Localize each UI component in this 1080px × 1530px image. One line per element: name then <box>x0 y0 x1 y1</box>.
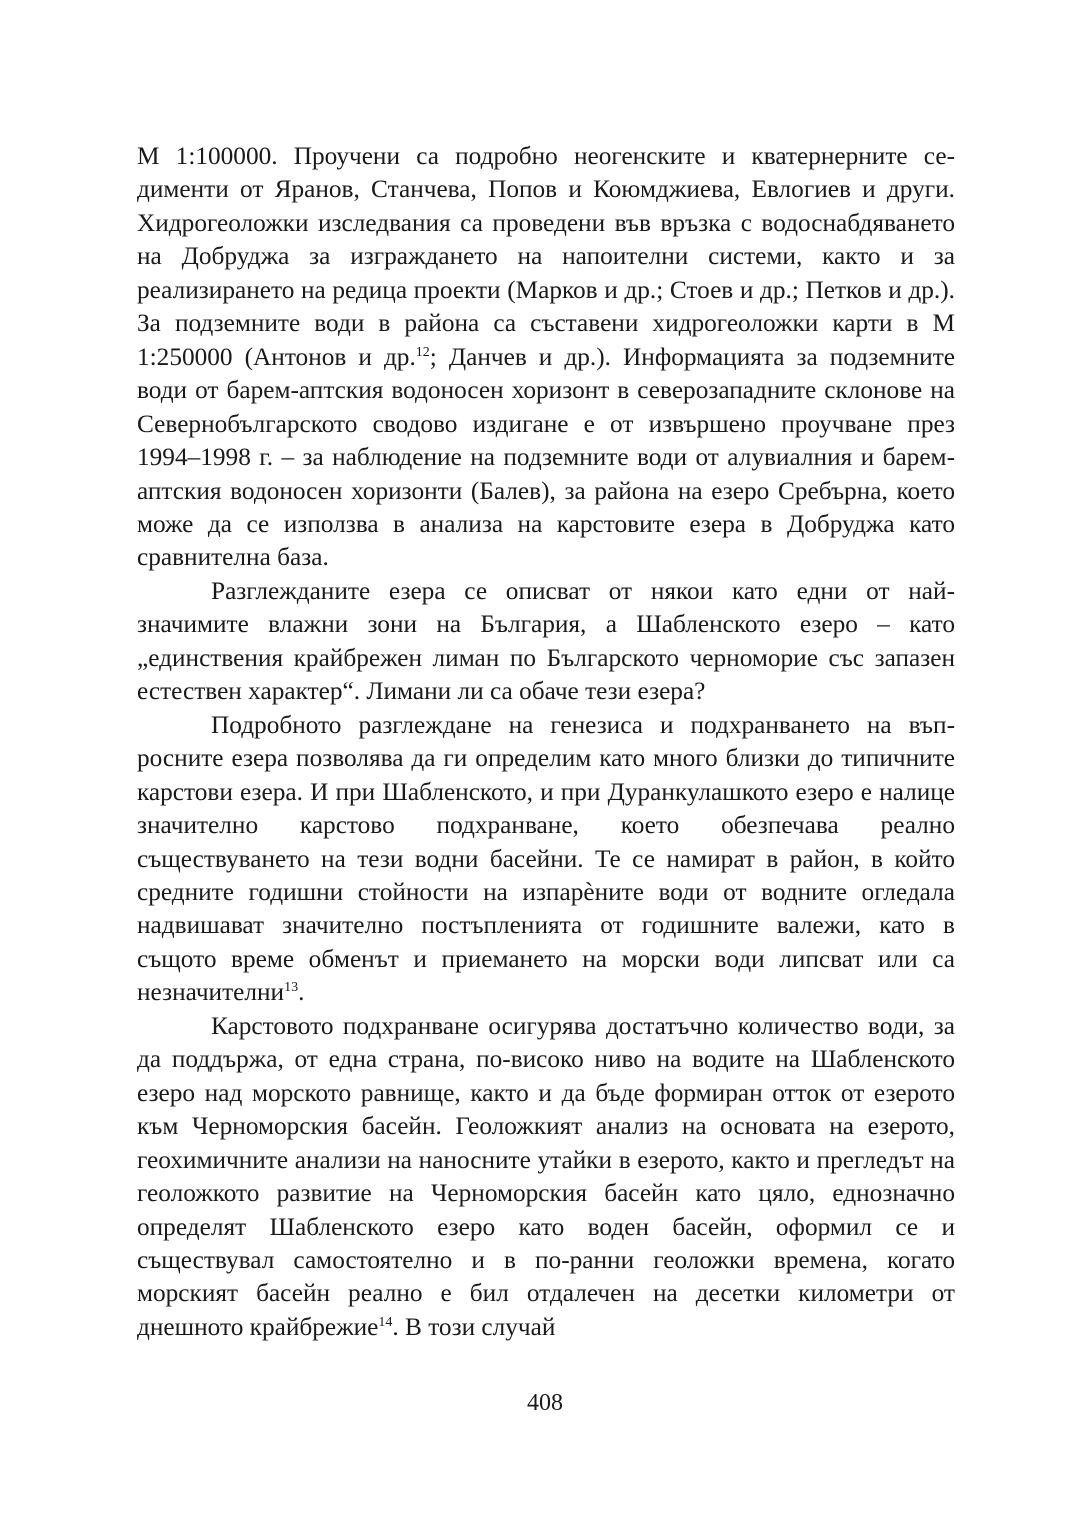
footnote-ref-12[interactable]: 12 <box>415 344 430 360</box>
paragraph-3 <box>137 709 955 1010</box>
footnote-ref-13[interactable]: 13 <box>284 980 299 996</box>
text-segment: Подробното разглеждане на генезиса и подхранването на въпросните езера позволява да ги определим като много близки до типичните карстови езера. И при Шабленското, и при Дуранкулашкото езеро е налице значително карстово подхранване, което обезпечава реално съществуването на тези водни басейни. Те се намират в район, в който средните годишни стойности на изпарѐните води от водните огледала надвишават значително постъпленията от годишните валежи, като в същото време обменът и приемането на морски води липсват или са незначителни <box>137 710 955 1007</box>
text-segment: Карстовото подхранване осигурява достатъчно количество води, за да поддържа, от една страна, по-високо ниво на водите на Шабленското езеро над морското равнище, както и да бъде формиран отток от езерото към Черноморския басейн. Геоложкият анализ на основата на езерото, геохимичните анализи на наносните утайки в езерото, както и прегледът на геоложкото развитие на Черноморския басейн като цяло, еднозначно определят Шабленското езеро като воден басейн, оформил се и съществувал самостоятелно и в по-ранни геоложки времена, когато морският басейн реално е бил отдалечен на десетки километри от днешното крайбрежие <box>137 1011 955 1341</box>
text-segment: . <box>298 978 305 1007</box>
page-number: 408 <box>527 1390 563 1416</box>
paragraph-1 <box>137 140 955 575</box>
text-segment: . В този случай <box>392 1312 556 1341</box>
text-segment: Разглежданите езера се описват от някои като едни от най-значимите влажни зони на България, а Шабленското езеро – като „единствения крайбрежен лиман по Българското черноморие със запазен естествен характер“. Лимани ли са обаче тези езера? <box>137 576 955 706</box>
text-segment: ; Данчев и др.). Информацията за подземните води от барем-аптския водоносен хоризонт в северозападните склонове на Севернобългарското сводово издигане е от извършено проучване през 1994–1998 г. – за наблюдение на подземните води от алувиалния и барем-аптския водоносен хоризонти (Балев), за района на езеро Сребърна, което може да се използва в анализа на карстовите езера в Добруджа като сравнителна база. <box>137 342 955 572</box>
page-body <box>137 140 955 1344</box>
text-segment: М 1:100000. Проучени са подробно неогенските и кватернерните седименти от Яранов, Станчева, Попов и Коюмджиева, Евлогиев и други. Хидрогеоложки изследвания са проведени във връзка с водоснабдяването на Добруджа за изграждането на напоителни системи, както и за реализирането на редица проекти (Марков и др.; Стоев и др.; Петков и др.). За подземните води в района са съставени хидрогеоложки карти в М 1:250000 (Антонов и др. <box>137 142 955 371</box>
paragraph-2 <box>137 575 955 709</box>
paragraph-4 <box>137 1010 955 1345</box>
footnote-ref-14[interactable]: 14 <box>378 1314 393 1330</box>
